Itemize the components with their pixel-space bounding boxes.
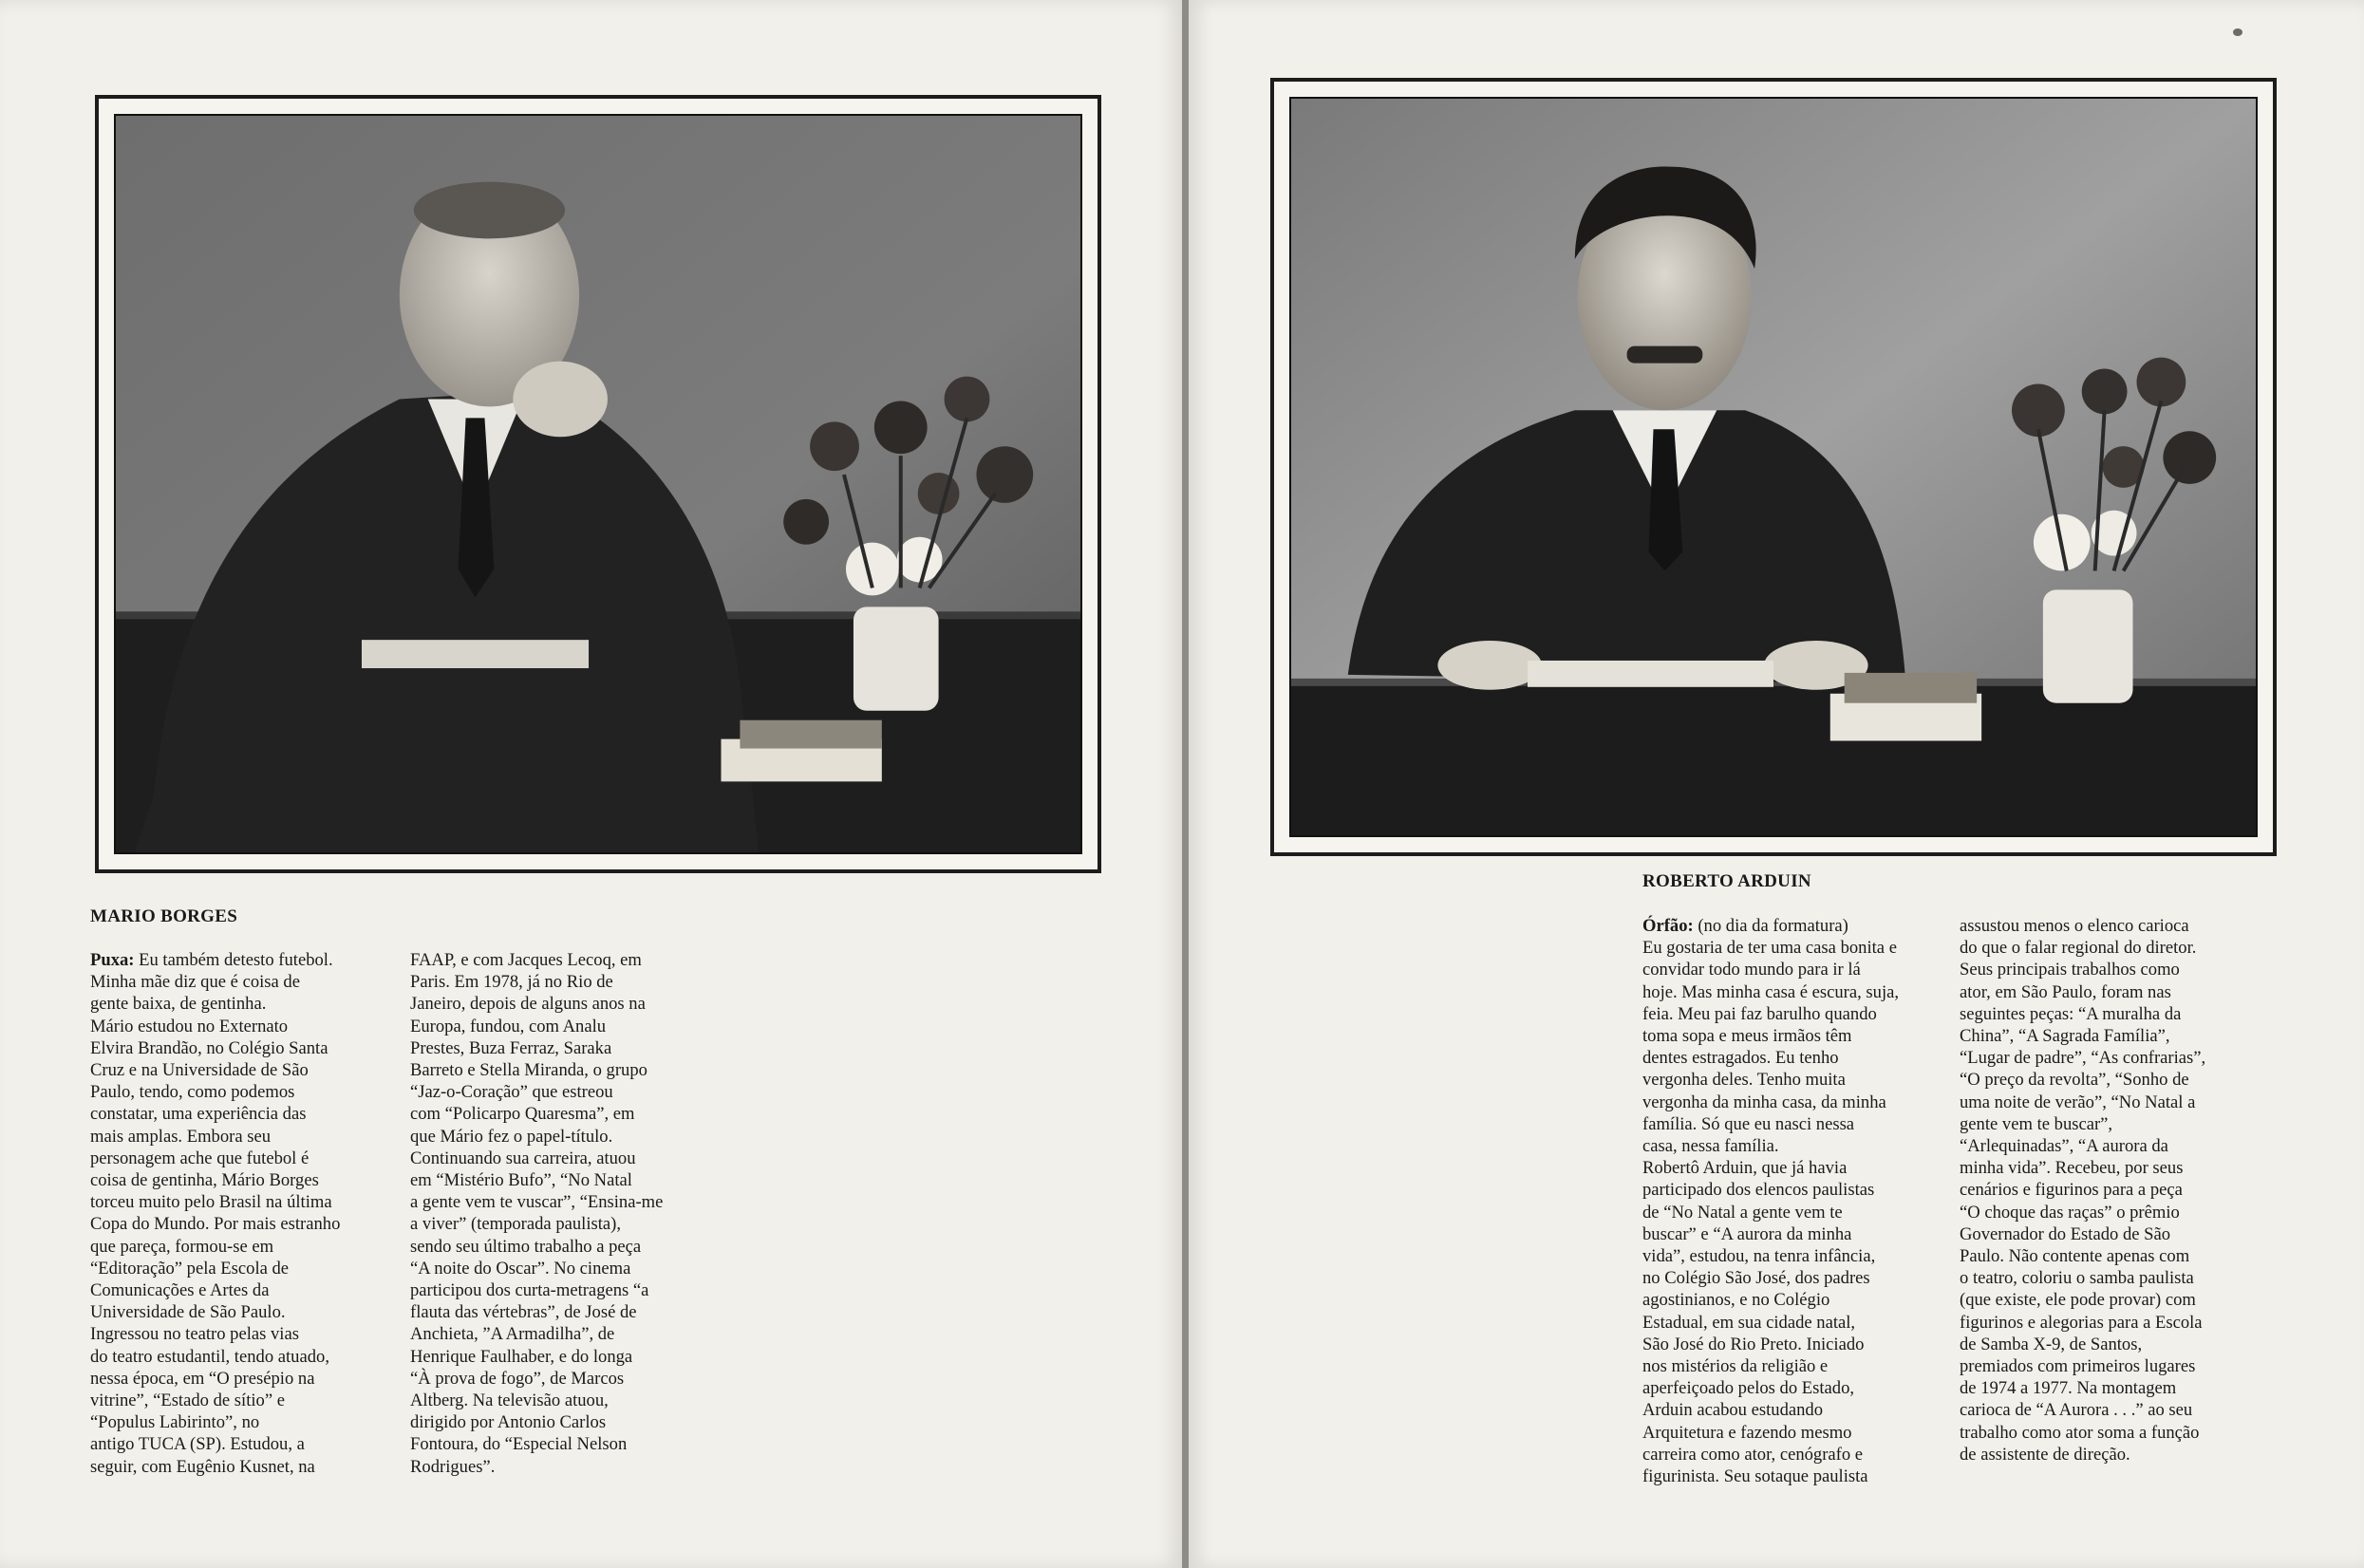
character-label-puxa: Puxa: [90, 950, 135, 970]
photo-frame-mario-borges [95, 95, 1101, 873]
bio-mario-part2: FAAP, e com Jacques Lecoq, em Paris. Em 1978, já no Rio de Janeiro, depois de alguns anos na Europa, fundou, com Analu Prestes, Buza Ferraz, Saraka Barreto e Stella Miranda, o grupo “Jaz-o-Coração” que estreou com “Policarpo Quaresma”, em que Mário fez o papel-título. Continuando sua carreira, atuou em “Mistério Bufo”, “No Natal a gente vem te vuscar”, “Ensina-me a viver” (temporada paulista), sendo seu último trabalho a peça “A noite do Oscar”. No cinema participou dos curta-metragens “a flauta das vértebras”, de José de Anchieta, ”A Armadilha”, de Henrique Faulhaber, e do longa “À prova de fogo”, de Marcos Altberg. Na televisão atuou, dirigido por Antonio Carlos Fontoura, do “Especial Nelson Rodrigues”. [410, 950, 664, 1477]
page-mark [2233, 28, 2242, 36]
text-column-1-left [90, 949, 403, 1478]
photo-roberto-arduin [1289, 97, 2258, 837]
bio-mario-part1: Mário estudou no Externato Elvira Brandão, no Colégio Santa Cruz e na Universidade de São Paulo, tendo, como podemos constatar, uma experiência das mais amplas. Embora seu personagem ache que futebol é coisa de gentinha, Mário Borges torceu muito pelo Brasil na última Copa do Mundo. Por mais estranho que pareça, formou-se em “Editoração” pela Escola de Comunicações e Artes da Universidade de São Paulo. Ingressou no teatro pelas vias do teatro estudantil, tendo atuado, nessa época, em “O presépio na vitrine”, “Estado de sítio” e “Populus Labirinto”, no antigo TUCA (SP). Estudou, a seguir, com Eugênio Kusnet, na [90, 1016, 341, 1477]
performer-name-mario-borges: MARIO BORGES [90, 906, 238, 926]
performer-name-roberto-arduin: ROBERTO ARDUIN [1642, 871, 1811, 891]
right-page [1189, 0, 2364, 1568]
character-line-orfao: (no dia da formatura) Eu gostaria de ter uma casa bonita e convidar todo mundo para ir lá hoje. Mas minha casa é escura, suja, feia. Meu pai faz barulho quando toma sopa e meus irmãos têm dentes estragados. Eu tenho vergonha deles. Tenho muita vergonha da minha casa, da minha família. Só que eu nasci nessa casa, nessa família. [1642, 916, 1900, 1157]
book-gutter [1182, 0, 1189, 1568]
character-line-puxa: Eu também detesto futebol. Minha mãe diz que é coisa de gente baixa, de gentinha. [90, 950, 333, 1015]
photo-frame-roberto-arduin [1270, 78, 2277, 856]
text-column-2-left [410, 949, 723, 1478]
photo-mario-borges [114, 114, 1082, 854]
portrait-photo-mario [116, 116, 1080, 852]
text-column-2-right [1960, 915, 2273, 1465]
text-column-1-right [1642, 915, 1956, 1487]
character-label-orfao: Órfão: [1642, 916, 1694, 936]
portrait-photo-roberto [1291, 99, 2256, 835]
bio-roberto-part1: Robertô Arduin, que já havia participado dos elencos paulistas de “No Natal a gente vem te buscar” e “A aurora da minha vida”, estudou, na tenra infância, no Colégio São José, dos padres agostinianos, e no Colégio Estadual, em sua cidade natal, São José do Rio Preto. Iniciado nos mistérios da religião e aperfeiçoado pelos do Estado, Arduin acabou estudando Arquitetura e fazendo mesmo carreira como ator, cenógrafo e figurinista. Seu sotaque paulista [1642, 1158, 1876, 1487]
bio-roberto-part2: assustou menos o elenco carioca do que o falar regional do diretor. Seus principais trabalhos como ator, em São Paulo, foram nas seguintes peças: “A muralha da China”, “A Sagrada Família”, “Lugar de padre”, “As confrarias”, “O preço da revolta”, “Sonho de uma noite de verão”, “No Natal a gente vem te buscar”, “Arlequinadas”, “A aurora da minha vida”. Recebeu, por seus cenários e figurinos para a peça “O choque das raças” o prêmio Governador do Estado de São Paulo. Não contente apenas com o teatro, coloriu o samba paulista (que existe, ele pode provar) com figurinos e alegorias para a Escola de Samba X-9, de Santos, premiados com primeiros lugares de 1974 a 1977. Na montagem carioca de “A Aurora . . .” ao seu trabalho como ator soma a função de assistente de direção. [1960, 916, 2206, 1465]
